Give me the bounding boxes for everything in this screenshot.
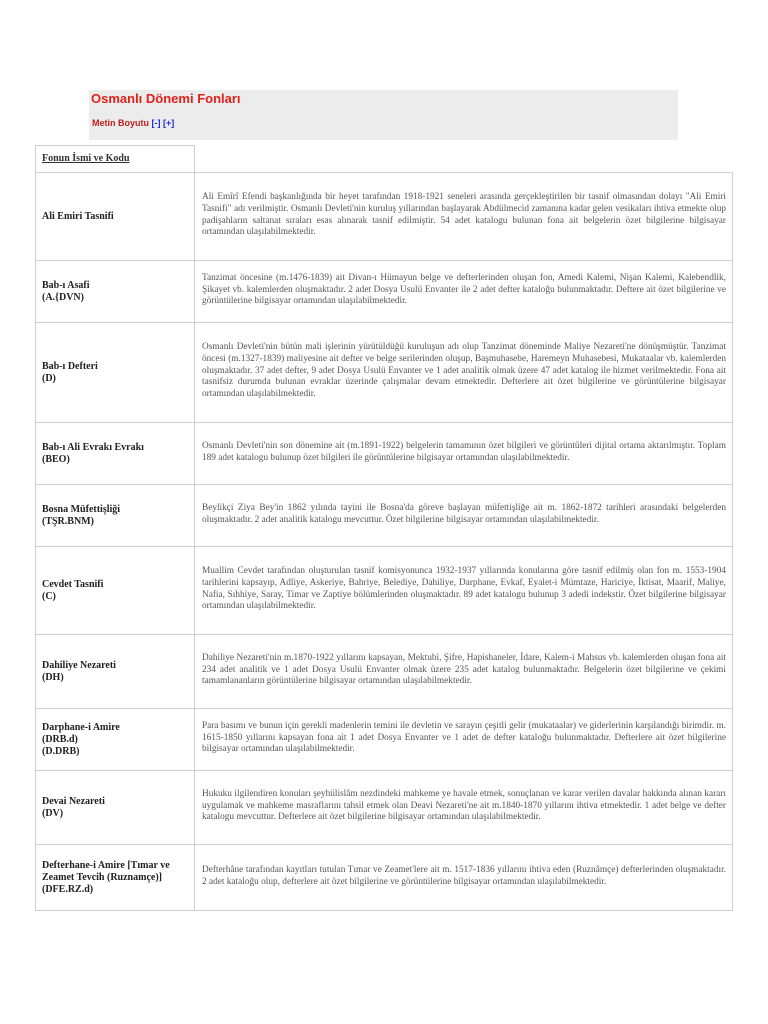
table-row [36,709,733,771]
fond-description: Ali Emîrî Efendi başkanlığında bir heyet tarafından 1918-1921 seneleri arasında gerçekleştirilen bir tasnif olmasından dolayı "Ali Emiri Tasnifi" adı verilmiştir. Osmanlı Devleti'nin kuruluş yıllarından başlayarak Abdülmecid zamanına kadar gelen vesikaları ihtiva etmekte olup padişahların saltanat sıraları esas alınarak tasnif edilmiştir. 54 adet katalogu bulunan fona ait belgelerin özet bilgilerine bilgisayar ortamından ulaşılabilmektedir. [195,173,733,261]
table-row [36,635,733,709]
increase-text-size-link[interactable]: [+] [163,118,175,128]
fond-code: (DFE.RZ.d) [42,883,94,895]
page-title: Osmanlı Dönemi Fonları [91,91,241,106]
fond-name: Devai Nezareti [42,795,105,807]
fond-name: Bab-ı Asafi [42,279,90,291]
fond-description: Osmanlı Devleti'nin son dönemine ait (m.1891-1922) belgelerin tamamının özet bilgileri ve görüntüleri dijital ortama aktarılmıştır. Toplam 189 adet katalogu bulunup özet bilgileri ile görüntülerine bilgisayar ortamından ulaşılabilmektedir. [195,423,733,485]
table-row [36,845,733,911]
fond-code: (C) [42,590,56,602]
fond-name-cell [36,709,195,771]
text-size-control [92,118,174,128]
fond-description: Dahiliye Nezareti'nin m.1870-1922 yıllarını kapsayan, Mektubi, Şifre, Hapishaneler, İdare, Kalem-i Mahsus vb. kalemlerden oluşan fona ait 234 adet analitik ve 1 adet Dosya Usulü Envanter olmak üzere 235 adet katalog bulunmaktadır. Belgelerin özet bilgilerine ve çekimi tamamlananların görüntülerine bilgisayar ortamından ulaşılabilmektedir. [195,635,733,709]
fond-name-cell [36,635,195,709]
fond-name-cell [36,173,195,261]
fond-name-cell [36,771,195,845]
table-row [36,261,733,323]
fond-name-cell [36,485,195,547]
table-row [36,173,733,261]
decrease-text-size-link[interactable]: [-] [151,118,161,128]
fond-name: Bab-ı Defteri [42,360,98,372]
table-row [36,547,733,635]
table-row [36,323,733,423]
fond-code: (DH) [42,671,64,683]
fond-code: (A.{DVN) [42,291,84,303]
fond-name-cell [36,323,195,423]
fond-code-secondary: (D.DRB) [42,745,80,757]
table-row [36,423,733,485]
table-row [36,485,733,547]
fond-description: Hukuku ilgilendiren konuları şeyhülislâm nezdindeki mahkeme ye havale etmek, sonuçlanan ve karar verilen davalar hakkında alınan kararı uygulamak ve mahkeme masraflarını tahsil etmek olan Deavi Nezareti'ne ait m.1840-1870 yıllarını ihtiva etmektedir. 1 adet belge ve defter katalogu mevcuttur. Defterlere ait özet bilgilerine bilgisayar ortamından ulaşılabilmektedir. [195,771,733,845]
fond-name-cell [36,261,195,323]
header-panel [89,90,678,140]
fond-name: Darphane-i Amire [42,721,120,733]
fond-name-cell [36,547,195,635]
fond-name: Cevdet Tasnifi [42,578,104,590]
fond-name: Bosna Müfettişliği [42,503,121,515]
fond-code: (DRB.d) [42,733,78,745]
fond-name: Defterhane-i Amire [Tımar ve Zeamet Tevcih (Ruznamçe)] [42,859,170,883]
fond-description: Muallim Cevdet tarafından oluşturulan tasnif komisyonunca 1932-1937 yıllarında konularına göre tasnif edilmiş olan fon m. 1553-1904 tarihlerini kapsayıp, Adliye, Askeriye, Bahriye, Belediye, Dahiliye, Darphane, Evkaf, Eyalet-i Mümtaze, Hariciye, İktisat, Maarif, Maliye, Nafia, Sıhhiye, Saray, Timar ve Zaptiye bölümlerinden oluşmaktadır. 89 adet katalogu bulunup 3 adedi indekstir. Özet bilgilerine bilgisayar ortamından ulaşılabilmektedir. [195,547,733,635]
column-header-fond-name: Fonun İsmi ve Kodu [36,146,195,173]
fond-name: Dahiliye Nezareti [42,659,116,671]
fond-description: Defterhâne tarafından kayıtları tutulan Tımar ve Zeamet'lere ait m. 1517-1836 yıllarını ihtiva eden (Ruznâmçe) defterlerinden oluşmaktadır. 2 adet kataloğu olup, defterlere ait özet bilgilerine ve görüntülerine bilgisayar ortamından ulaşılabilmektedir. [195,845,733,911]
fond-description: Tanzimat öncesine (m.1476-1839) ait Divan-ı Hümayun belge ve defterlerinden oluşan fon, Amedi Kalemi, Nişan Kalemi, Kalebendlik, Şikayet vb. kalemlerden oluşmaktadır. 2 adet Dosya Usulü Envanter ile 2 adet defter kataloğu bulunmaktadır. Deftere ait özet bilgilerine ve görüntülerine bilgisayar ortamından ulaşılabilmektedir. [195,261,733,323]
fond-code: (BEO) [42,453,70,465]
fond-name-cell [36,423,195,485]
fond-name: Bab-ı Ali Evrakı Evrakı [42,441,144,453]
table-row [36,771,733,845]
text-size-label: Metin Boyutu [92,118,149,128]
header-spacer [195,146,733,173]
table-header-row [36,146,733,173]
fond-code: (DV) [42,807,64,819]
fond-name: Ali Emiri Tasnifi [42,210,114,222]
fond-description: Para basımı ve bunun için gerekli madenlerin temini ile devletin ve sarayın çeşitli gelir (mukataalar) ve giderlerinin karşılandığı birimdir. m. 1615-1850 yıllarını kapsayan fona ait 1 adet Dosya Envanter ve 1 adet de defter kataloğu bulunmaktadır. Defterlere ait özet bilgilerine bilgisayar ortamından ulaşılabilmektedir. [195,709,733,771]
fond-description: Beylikçi Ziya Bey'in 1862 yılında tayini ile Bosna'da göreve başlayan müfettişliğe ait m. 1862-1872 tarihleri arasındaki belgelerden oluşmaktadır. 2 adet analitik katalogu mevcuttur. Özet bilgilerine bilgisayar ortamından ulaşılabilmektedir. [195,485,733,547]
fond-name-cell [36,845,195,911]
fond-code: (TŞR.BNM) [42,515,94,527]
fond-code: (D) [42,372,56,384]
fonds-table [35,145,733,911]
fond-description: Osmanlı Devleti'nin bütün mali işlerinin yürütüldüğü kuruluşun adı olup Tanzimat döneminde Maliye Nezareti'ne dönüşmüştür. Tanzimat öncesi (m.1327-1839) maliyesine ait defter ve belge serilerinden oluşup, Başmuhasebe, Haremeyn Muhasebesi, Mukataalar vb. kalemlerden oluşmaktadır. 37 adet defter, 9 adet Dosya Usulü Envanter ve 1 adet analitik olmak üzere 47 adet katalog ile hizmet verilmektedir. Fona ait tasnifsiz durumda bulunan evraklar üzerinde çalışmalar devam etmektedir. Defterlere ait özet bilgilerine ve görüntülerine bilgisayar ortamından ulaşılabilmektedir. [195,323,733,423]
